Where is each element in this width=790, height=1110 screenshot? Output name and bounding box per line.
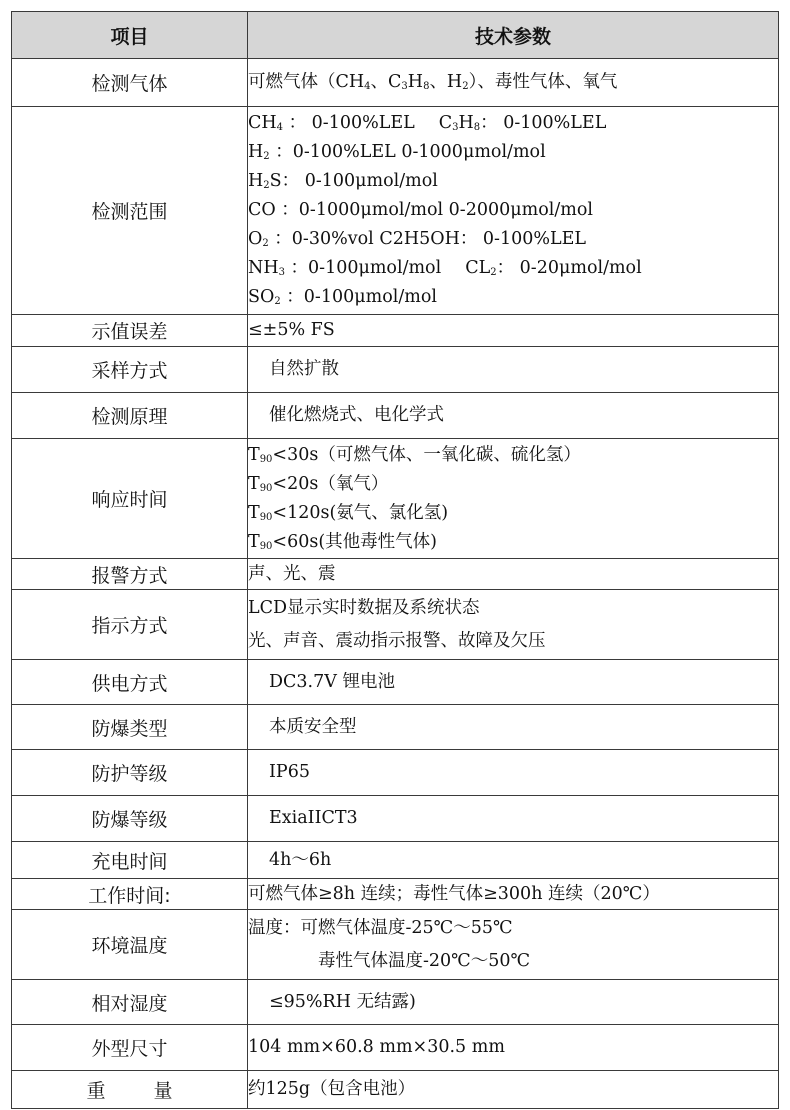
row-label: 防护等级 bbox=[12, 750, 248, 796]
row-label: 工作时间: bbox=[12, 879, 248, 910]
subscript: 4 bbox=[364, 81, 371, 92]
response-line: $T_{90}<60s$(其他毒性气体) bbox=[248, 531, 437, 552]
row-sampling bbox=[12, 347, 779, 393]
subscript: 8 bbox=[423, 81, 430, 92]
row-label: 响应时间 bbox=[12, 439, 248, 559]
row-label: 充电时间 bbox=[12, 842, 248, 879]
row-response bbox=[12, 439, 779, 559]
row-label: 防爆类型 bbox=[12, 705, 248, 750]
row-power bbox=[12, 660, 779, 705]
row-label: 防爆等级 bbox=[12, 796, 248, 842]
spec-table bbox=[11, 11, 779, 1109]
row-weight bbox=[12, 1071, 779, 1109]
range-line: CO ：0-1000μmol/mol 0-2000μmol/mol bbox=[248, 200, 593, 220]
row-label: 环境温度 bbox=[12, 910, 248, 980]
row-label: 外型尺寸 bbox=[12, 1025, 248, 1071]
row-value bbox=[248, 59, 779, 107]
row-value: 催化燃烧式、电化学式 bbox=[248, 393, 779, 439]
row-label: 重 量 bbox=[12, 1071, 248, 1109]
range-line: $H_2S$： 0-100μmol/mol bbox=[248, 171, 438, 191]
row-value: 声、光、震 bbox=[248, 559, 779, 590]
row-label: 相对湿度 bbox=[12, 980, 248, 1025]
row-value: 4h～6h bbox=[248, 842, 779, 879]
row-alarm bbox=[12, 559, 779, 590]
row-detect-gas bbox=[12, 59, 779, 107]
row-value: IP65 bbox=[248, 750, 779, 796]
indication-line: 光、声音、震动指示报警、故障及欠压 bbox=[248, 630, 546, 651]
row-detect-range bbox=[12, 107, 779, 315]
row-value: DC3.7V 锂电池 bbox=[248, 660, 779, 705]
row-label: 采样方式 bbox=[12, 347, 248, 393]
row-value: 约125g（包含电池） bbox=[248, 1071, 779, 1109]
row-ex-grade bbox=[12, 796, 779, 842]
row-value: 104 mm×60.8 mm×30.5 mm bbox=[248, 1025, 779, 1071]
subscript: 3 bbox=[401, 81, 408, 92]
range-line: $NH_3$ ：0-100μmol/mol $CL_2$： 0-20μmol/mol bbox=[248, 258, 642, 278]
temp-line: 温度：可燃气体温度-25℃～55℃ bbox=[248, 917, 513, 938]
text: 、C bbox=[370, 72, 402, 92]
range-line: $SO_2$ ：0-100μmol/mol bbox=[248, 287, 437, 307]
range-line: $H_2$ ：0-100%LEL 0-1000μmol/mol bbox=[248, 142, 546, 162]
range-line: $O_2$ ：0-30%vol C2H5OH： 0-100%LEL bbox=[248, 229, 587, 249]
row-value bbox=[248, 910, 779, 980]
row-ex-type bbox=[12, 705, 779, 750]
range-line: $CH_4$ ： 0-100%LEL $C_3H_8$： 0-100%LEL bbox=[248, 113, 607, 133]
row-indication bbox=[12, 590, 779, 660]
row-work bbox=[12, 879, 779, 910]
row-label: 供电方式 bbox=[12, 660, 248, 705]
row-size bbox=[12, 1025, 779, 1071]
indication-line: LCD显示实时数据及系统状态 bbox=[248, 597, 480, 618]
header-item: 项目 bbox=[12, 12, 248, 59]
response-line: $T_{90}<120s$(氨气、氯化氢) bbox=[248, 502, 449, 523]
header-params: 技术参数 bbox=[248, 12, 779, 59]
row-label: 报警方式 bbox=[12, 559, 248, 590]
row-label: 检测原理 bbox=[12, 393, 248, 439]
row-label: 检测气体 bbox=[12, 59, 248, 107]
temp-line: 毒性气体温度-20℃～50℃ bbox=[318, 950, 531, 971]
row-value: ≤95%RH 无结露) bbox=[248, 980, 779, 1025]
subscript: 2 bbox=[462, 81, 469, 92]
table-header-row bbox=[12, 12, 779, 59]
row-value: ≤±5% FS bbox=[248, 315, 779, 347]
response-line: $T_{90}<20s$（氧气） bbox=[248, 473, 389, 494]
response-line: $T_{90}<30s$（可燃气体、一氧化碳、硫化氢） bbox=[248, 444, 581, 465]
row-label: 检测范围 bbox=[12, 107, 248, 315]
row-label: 示值误差 bbox=[12, 315, 248, 347]
text: 、H bbox=[429, 72, 463, 92]
row-label: 指示方式 bbox=[12, 590, 248, 660]
row-value: 本质安全型 bbox=[248, 705, 779, 750]
text: H bbox=[407, 72, 424, 92]
row-ip bbox=[12, 750, 779, 796]
row-error bbox=[12, 315, 779, 347]
row-principle bbox=[12, 393, 779, 439]
text: 可燃气体（CH bbox=[248, 72, 365, 92]
text: ）、毒性气体、氧气 bbox=[468, 72, 618, 92]
row-value bbox=[248, 590, 779, 660]
row-temp bbox=[12, 910, 779, 980]
row-value bbox=[248, 439, 779, 559]
row-humidity bbox=[12, 980, 779, 1025]
row-value bbox=[248, 107, 779, 315]
row-value: ExiaIICT3 bbox=[248, 796, 779, 842]
row-value: 可燃气体≥8h 连续；毒性气体≥300h 连续（20℃） bbox=[248, 879, 779, 910]
row-charge bbox=[12, 842, 779, 879]
row-value: 自然扩散 bbox=[248, 347, 779, 393]
